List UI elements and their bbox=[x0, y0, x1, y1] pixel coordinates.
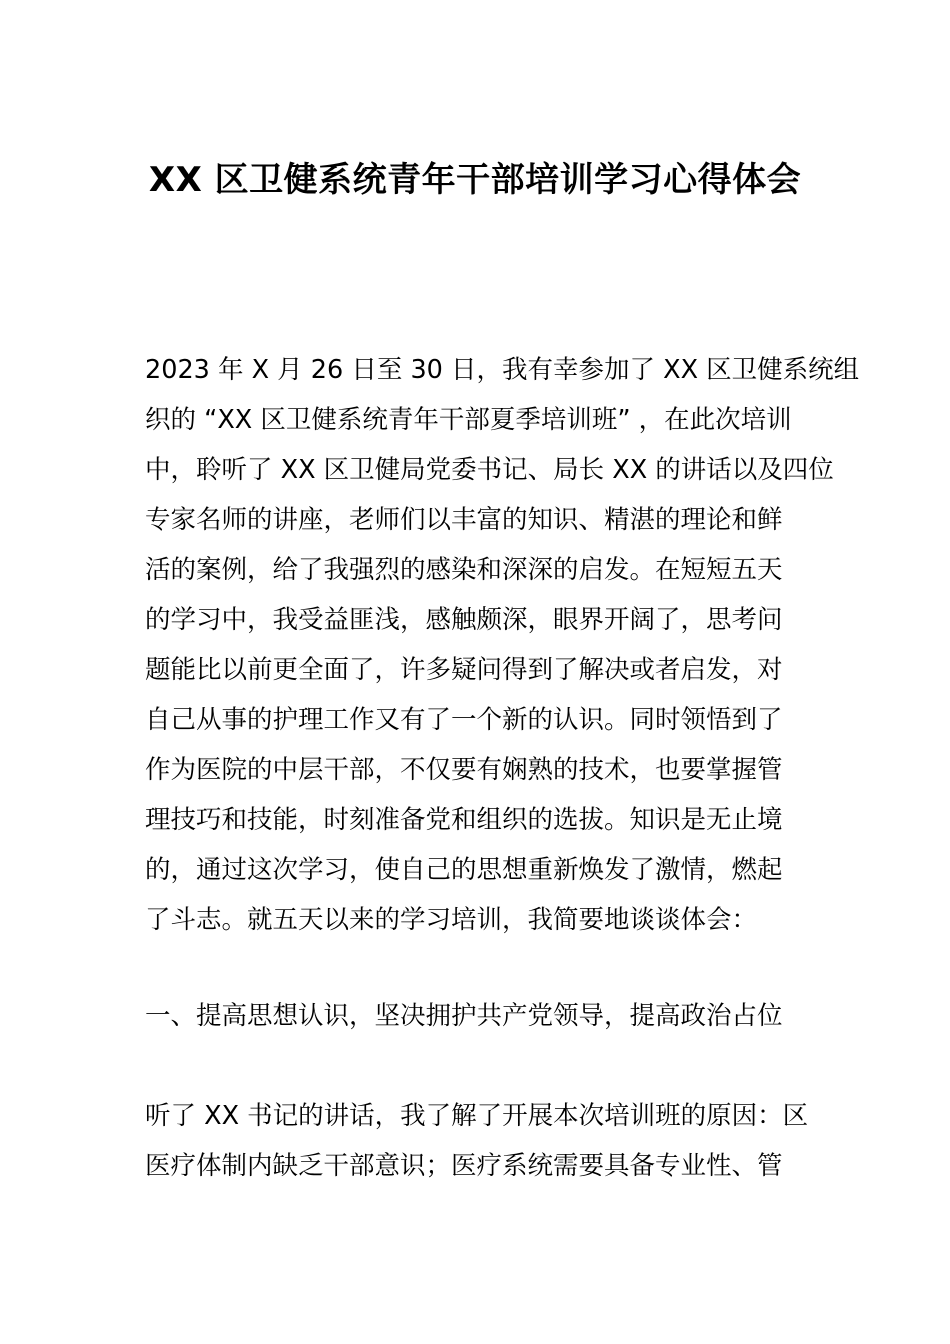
paragraph-line: 了斗志。就五天以来的学习培训，我简要地谈谈体会： bbox=[145, 905, 758, 935]
paragraph-line: 专家名师的讲座，老师们以丰富的知识、精湛的理论和鲜 bbox=[145, 505, 783, 535]
section-heading-text: 一、提高思想认识，坚决拥护共产党领导，提高政治占位 bbox=[145, 1001, 783, 1031]
paragraph-line: 听了 XX 书记的讲话，我了解了开展本次培训班的原因：区 bbox=[145, 1101, 809, 1131]
paragraph-line: 活的案例，给了我强烈的感染和深深的启发。在短短五天 bbox=[145, 555, 783, 585]
paragraph-line: 2023 年 X 月 26 日至 30 日，我有幸参加了 XX 区卫健系统组 bbox=[145, 355, 860, 385]
paragraph-line: 织的 “XX 区卫健系统青年干部夏季培训班” ，在此次培训 bbox=[145, 405, 792, 435]
paragraph-line: 的学习中，我受益匪浅，感触颇深，眼界开阔了，思考问 bbox=[145, 605, 783, 635]
section-heading bbox=[145, 991, 810, 1041]
paragraph-line: 理技巧和技能，时刻准备党和组织的选拔。知识是无止境 bbox=[145, 805, 783, 835]
intro-paragraph bbox=[145, 345, 860, 945]
paragraph-line: 医疗体制内缺乏干部意识；医疗系统需要具备专业性、管 bbox=[145, 1151, 783, 1181]
paragraph-line: 作为医院的中层干部，不仅要有娴熟的技术，也要掌握管 bbox=[145, 755, 783, 785]
paragraph-line: 自己从事的护理工作又有了一个新的认识。同时领悟到了 bbox=[145, 705, 783, 735]
paragraph-line: 中，聆听了 XX 区卫健局党委书记、局长 XX 的讲话以及四位 bbox=[145, 455, 834, 485]
paragraph-line: 题能比以前更全面了，许多疑问得到了解决或者启发，对 bbox=[145, 655, 783, 685]
document-title: XX 区卫健系统青年干部培训学习心得体会 bbox=[148, 160, 802, 200]
paragraph-line: 的，通过这次学习，使自己的思想重新焕发了激情，燃起 bbox=[145, 855, 783, 885]
section-paragraph bbox=[145, 1091, 810, 1191]
